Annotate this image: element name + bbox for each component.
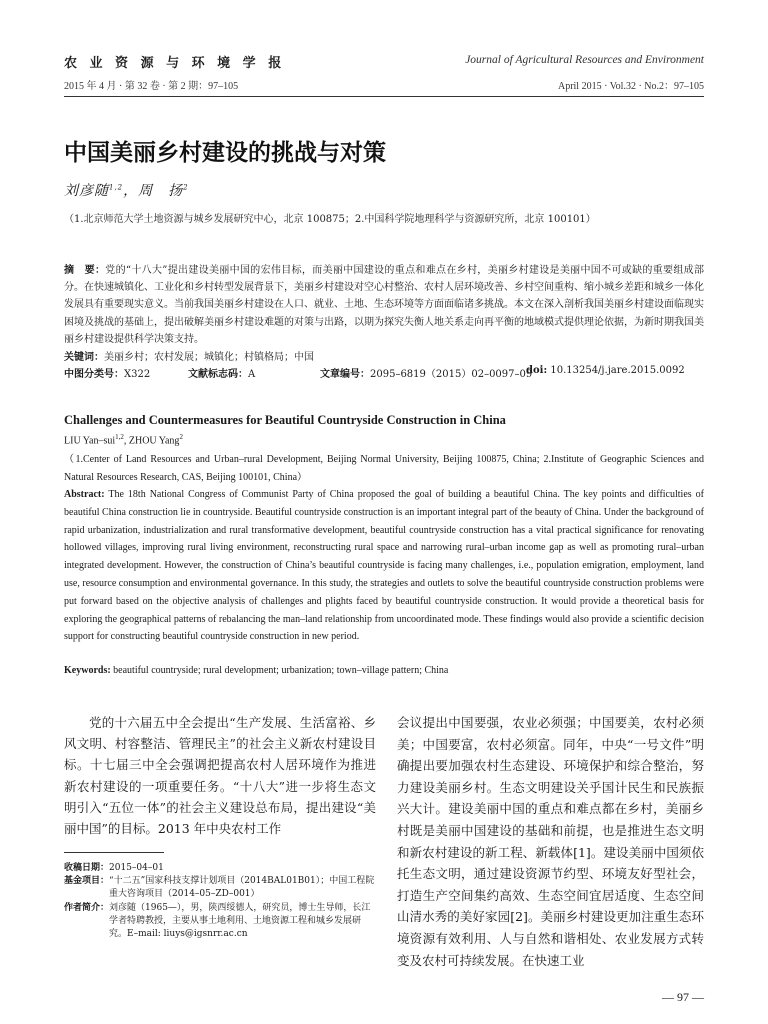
keywords-label: 关键词：	[64, 352, 104, 363]
authors-cn	[64, 180, 189, 200]
keywords-cn	[64, 348, 314, 363]
abstract-text: The 18th National Congress of Communist Party of China proposed the goal of building a beautiful China. The key points and difficulties of beautiful China construction lie in countryside. Beautiful countryside construction is an important integral part of the beauty of China. Under the background of rapid urbanization, industrialization and rural transformative development, beautiful countryside construction has a vital practical significance for renovating hollowed villages, improving rural living environment, reconstructing rural space and narrowing rural–urban income gap as well as promoting rural–urban integrated development. However, the construction of China’s beautiful countryside is facing many challenges, i.e., population emigration, employment, land use, resource consumption and environmental governance. In this study, the strategies and outlets to solve the beautiful countryside construction problems were put forward based on the objective analysis of challenges and plights faced by beautiful countryside construction. It would provide a theoretical basis for exploring the geographical patterns of rebalancing the man–land relationship from uncoordinated mode. These findings would also provide a scientific decision support for constructing beautiful countryside construction in new period.	[64, 489, 704, 643]
abstract-text: 党的“十八大”提出建设美丽中国的宏伟目标，而美丽中国建设的重点和难点在乡村，美丽乡村建设是美丽中国不可或缺的重要组成部分。在快速城镇化、工业化和乡村转型发展背景下，美丽乡村建设对空心村整治、农村人居环境改善、乡村空间重构、缩小城乡差距和城乡一体化发展具有重要现实意义。当前我国美丽乡村建设在人口、就业、土地、生态环境等方面面临诸多挑战。本文在深入剖析我国美丽乡村建设面临现实困境及挑战的基础上，提出破解美丽乡村建设难题的对策与出路，以期为探究失衡人地关系走向再平衡的地域模式提供理论依据，为新时期我国美丽乡村建设提供科学决策支持。	[64, 265, 704, 345]
keywords-text: 美丽乡村；农村发展；城镇化；村镇格局；中国	[104, 352, 314, 363]
doc-code-label: 文献标志码：	[188, 369, 248, 380]
footnote-funding	[64, 875, 376, 901]
footnotes	[64, 862, 376, 941]
author-superscript: 1,2	[115, 433, 124, 441]
doi-value: 10.13254/j.jare.2015.0092	[550, 365, 685, 376]
author-superscript: 2	[183, 183, 189, 192]
footnote-label: 作者简介：	[64, 902, 110, 913]
keywords-en	[64, 665, 448, 676]
affiliation-cn: （1.北京师范大学土地资源与城乡发展研究中心，北京 100875；2.中国科学院地理科学与资源研究所，北京 100101）	[64, 214, 596, 225]
abstract-en	[64, 486, 704, 646]
footnote-received	[64, 862, 376, 875]
footnote-label: 基金项目：	[64, 876, 110, 887]
issue-info-cn: 2015 年 4 月 · 第 32 卷 · 第 2 期：97–105	[64, 81, 239, 92]
author-name: 刘彦随	[64, 183, 109, 199]
abstract-label: 摘 要：	[64, 265, 106, 276]
keywords-text: beautiful countryside; rural development; urbanization; town–village pattern; China	[110, 665, 449, 676]
article-no-label: 文章编号：	[320, 369, 370, 380]
authors-en	[64, 433, 183, 446]
keywords-label: Keywords:	[64, 665, 111, 676]
author-separator: ,	[123, 435, 129, 447]
doc-code-value: A	[248, 369, 256, 380]
journal-title-cn: 农 业 资 源 与 环 境 学 报	[64, 56, 286, 71]
abstract-cn	[64, 262, 704, 348]
page-number: — 97 —	[662, 990, 704, 1004]
footnote-rule	[64, 852, 164, 853]
document-code	[188, 365, 255, 380]
footnote-text: 刘彦随（1965—），男，陕西绥德人，研究员，博士生导师，长江学者特聘教授，主要从事土地利用、土地资源工程和城乡发展研究。E–mail: liuys@igsnrr.ac.cn	[109, 902, 371, 940]
clc-label: 中图分类号：	[64, 369, 124, 380]
footnote-text: 2015–04–01	[109, 863, 164, 873]
clc-value: X322	[124, 369, 151, 380]
paper-title-en: Challenges and Countermeasures for Beautiful Countryside Construction in China	[64, 413, 506, 427]
body-text-right-column: 会议提出中国要强，农业必须强；中国要美，农村必须美；中国要富，农村必须富。同年，中央“一号文件”明确提出要加强农村生态建设、环境保护和综合整治，努力建设美丽乡村。生态文明建设关乎国计民生和民族振兴大计。建设美丽中国的重点和难点都在乡村，美丽乡村既是美丽中国建设的基础和前提，也是推进生态文明和新农村建设的新工程、新载体[1]。建设美丽中国须依托生态文明，通过建设资源节约型、环境友好型社会，打造生产空间集约高效、生态空间宜居适度、生态空间山清水秀的美好家园[2]。美丽乡村建设更加注重生态环境资源有效利用、人与自然和谐相处、农业发展方式转变及农村可持续发展。在快速工业	[397, 715, 704, 968]
author-separator: ，	[123, 183, 139, 199]
clc-number	[64, 365, 150, 380]
abstract-label: Abstract:	[64, 489, 105, 500]
issue-info-en: April 2015 · Vol.32 · No.2：97–105	[557, 81, 704, 92]
author-name: 周 扬	[138, 183, 184, 199]
header-rule	[64, 96, 704, 97]
doi	[526, 365, 685, 376]
footnote-label: 收稿日期：	[64, 863, 110, 873]
paper-title-cn: 中国美丽乡村建设的挑战与对策	[64, 140, 386, 166]
author-superscript: 1,2	[109, 183, 124, 192]
journal-title-en: Journal of Agricultural Resources and Environment	[465, 54, 704, 66]
affiliation-en: （1.Center of Land Resources and Urban–rural Development, Beijing Normal University, Beijing 100875, China; 2.Institute of Geographic Sciences and Natural Resources Research, CAS, Beijing 100101, China）	[64, 454, 704, 483]
footnote-text: “十二五”国家科技支撑计划项目（2014BAL01B01）；中国工程院重大咨询项目（2014–05–ZD–001）	[109, 876, 375, 900]
author-name: LIU Yan–sui	[64, 435, 116, 447]
doi-label: doi:	[526, 365, 548, 376]
article-no-value: 2095–6819（2015）02–0097–09	[370, 369, 533, 380]
article-number	[320, 365, 532, 380]
author-superscript: 2	[179, 433, 183, 441]
footnote-author-bio	[64, 902, 376, 942]
body-text-left-column: 党的十六届五中全会提出“生产发展、生活富裕、乡风文明、村容整洁、管理民主”的社会主义新农村建设目标。十七届三中全会强调把提高农村人居环境作为推进新农村建设的一项重要任务。“十八大”进一步将生态文明引入“五位一体”的社会主义建设总布局，提出建设“美丽中国”的目标。2013 年中央农村工作	[64, 715, 376, 837]
author-name: ZHOU Yang	[128, 435, 180, 447]
